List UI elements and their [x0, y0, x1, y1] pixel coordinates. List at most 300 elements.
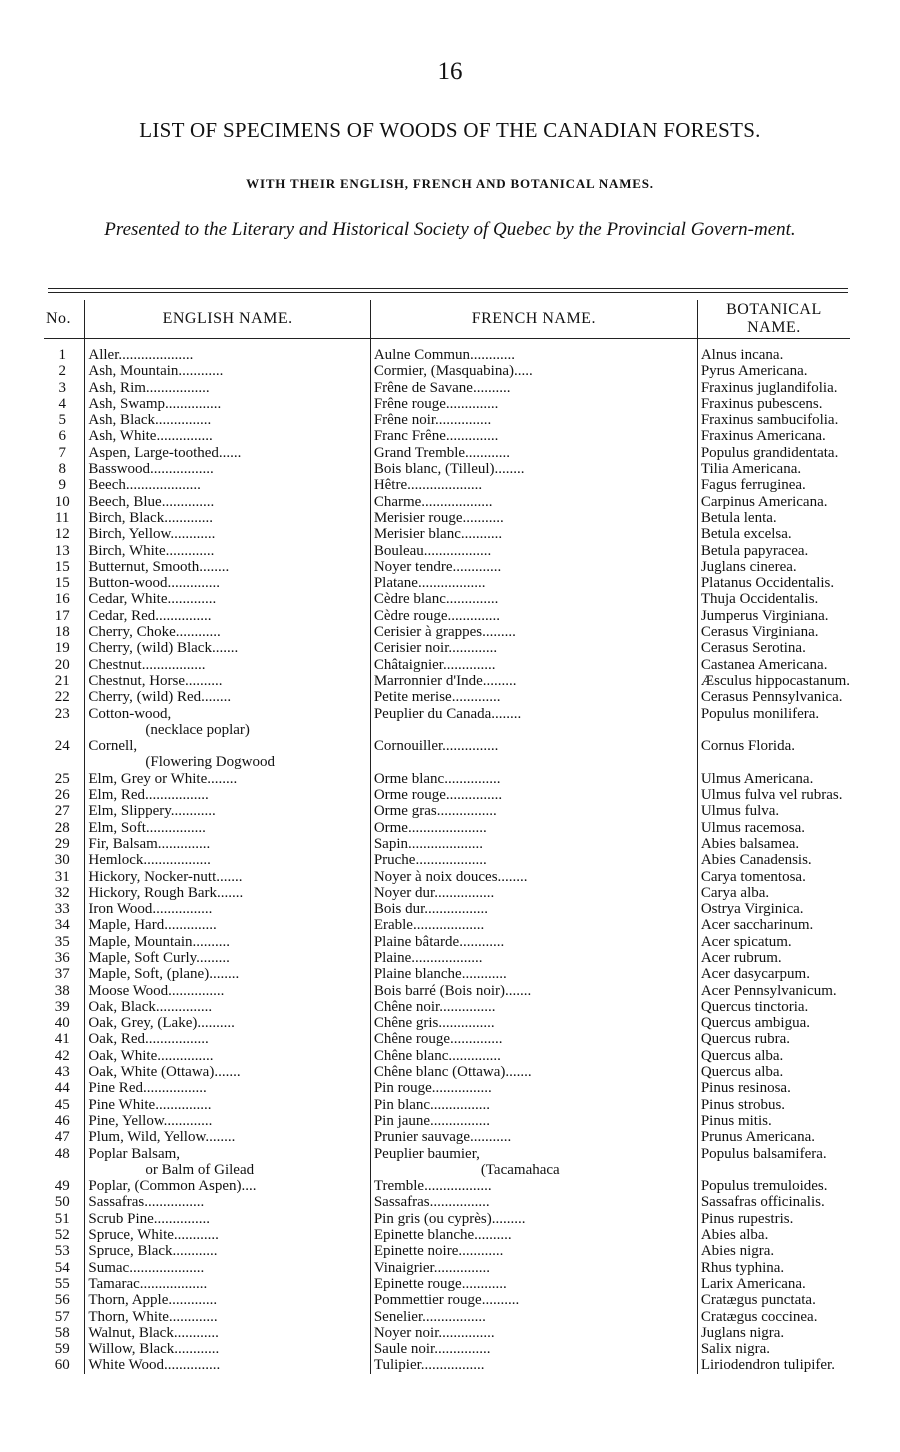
- french-name-cell: Vinaigrier...............: [370, 1260, 697, 1276]
- botanical-name-cell: Prunus Americana.: [697, 1129, 850, 1145]
- row-number: 58: [54, 1324, 70, 1341]
- english-name-cell: Sumac....................: [85, 1260, 370, 1276]
- french-name-cell: Tulipier.................: [370, 1357, 697, 1373]
- english-name-cell: Iron Wood................: [85, 901, 370, 917]
- row-number: [44, 722, 85, 738]
- french-name-cell: Senelier.................: [370, 1309, 697, 1325]
- english-name-cell: Chestnut.................: [85, 657, 370, 673]
- french-name-cell: Cèdre rouge..............: [370, 608, 697, 624]
- table-row: [44, 1113, 850, 1129]
- botanical-name-cell: Ulmus Americana.: [697, 771, 850, 787]
- english-name-cell: Cotton-wood,: [85, 706, 370, 722]
- table-row: [44, 657, 850, 673]
- table-row: [44, 966, 850, 982]
- row-number: 4: [58, 395, 66, 412]
- french-name-cell: [370, 754, 697, 770]
- row-number: 33: [54, 901, 70, 918]
- header-no: No.: [46, 310, 72, 327]
- english-name-cell: Elm, Grey or White........: [85, 771, 370, 787]
- row-number: 22: [54, 689, 70, 706]
- english-name-cell: Poplar Balsam,: [85, 1146, 370, 1162]
- french-name-cell: Cerisier noir.............: [370, 640, 697, 656]
- table-row: [44, 1357, 850, 1373]
- table-row: [44, 983, 850, 999]
- botanical-name-cell: Æsculus hippocastanum.: [697, 673, 850, 689]
- french-name-cell: Merisier blanc...........: [370, 526, 697, 542]
- row-number: 18: [54, 624, 70, 641]
- french-name-cell: Sapin....................: [370, 836, 697, 852]
- english-name-cell: Spruce, White............: [85, 1227, 370, 1243]
- row-number: 40: [54, 1015, 70, 1032]
- botanical-name-cell: Fraxinus juglandifolia.: [697, 380, 850, 396]
- table-row: [44, 428, 850, 444]
- botanical-name-cell: Quercus tinctoria.: [697, 999, 850, 1015]
- english-name-cell: Elm, Red.................: [85, 787, 370, 803]
- english-name-cell: Sassafras................: [85, 1194, 370, 1210]
- table-row: [44, 1064, 850, 1080]
- french-name-cell: Noyer tendre.............: [370, 559, 697, 575]
- french-name-cell: Châtaignier..............: [370, 657, 697, 673]
- botanical-name-cell: Betula papyracea.: [697, 543, 850, 559]
- table-row: [44, 1260, 850, 1276]
- french-name-cell: Chêne blanc..............: [370, 1048, 697, 1064]
- row-number: 1: [58, 347, 66, 363]
- botanical-name-cell: Tilia Americana.: [697, 461, 850, 477]
- english-name-cell: Maple, Soft Curly.........: [85, 950, 370, 966]
- botanical-name-cell: Cratægus coccinea.: [697, 1309, 850, 1325]
- botanical-name-cell: Betula lenta.: [697, 510, 850, 526]
- table-row: [44, 820, 850, 836]
- botanical-name-cell: Ulmus fulva.: [697, 803, 850, 819]
- botanical-name-cell: Platanus Occidentalis.: [697, 575, 850, 591]
- french-name-cell: Peuplier baumier,: [370, 1146, 697, 1162]
- french-name-cell: Pin blanc................: [370, 1097, 697, 1113]
- table-row: [44, 575, 850, 591]
- french-name-cell: Charme...................: [370, 494, 697, 510]
- botanical-name-cell: Carya alba.: [697, 885, 850, 901]
- table-row: [44, 591, 850, 607]
- english-name-cell: Birch, White.............: [85, 543, 370, 559]
- english-name-cell: Oak, Grey, (Lake)..........: [85, 1015, 370, 1031]
- row-number: 47: [54, 1129, 70, 1146]
- table-row: [44, 559, 850, 575]
- english-name-cell: Poplar, (Common Aspen)....: [85, 1178, 370, 1194]
- botanical-name-cell: Ulmus fulva vel rubras.: [697, 787, 850, 803]
- french-name-cell: Plaine bâtarde............: [370, 934, 697, 950]
- english-name-cell: Aller....................: [85, 339, 370, 364]
- english-name-cell: Maple, Hard..............: [85, 917, 370, 933]
- table-row: [44, 836, 850, 852]
- french-name-cell: Platane..................: [370, 575, 697, 591]
- english-name-cell: Hemlock..................: [85, 852, 370, 868]
- french-name-cell: Noyer dur................: [370, 885, 697, 901]
- english-name-cell: Maple, Mountain..........: [85, 934, 370, 950]
- botanical-name-cell: Fraxinus Americana.: [697, 428, 850, 444]
- botanical-name-cell: Pinus rupestris.: [697, 1211, 850, 1227]
- botanical-name-cell: Cerasus Virginiana.: [697, 624, 850, 640]
- row-number: 11: [54, 509, 70, 526]
- botanical-name-cell: Quercus ambigua.: [697, 1015, 850, 1031]
- row-number: 34: [54, 917, 70, 934]
- french-name-cell: Sassafras................: [370, 1194, 697, 1210]
- table-row: [44, 640, 850, 656]
- french-name-cell: Chêne rouge..............: [370, 1031, 697, 1047]
- english-name-cell: Elm, Soft................: [85, 820, 370, 836]
- table-row: [44, 787, 850, 803]
- english-name-cell: Oak, Red.................: [85, 1031, 370, 1047]
- table-row: [44, 445, 850, 461]
- french-name-cell: Bois blanc, (Tilleul)........: [370, 461, 697, 477]
- botanical-name-cell: Abies balsamea.: [697, 836, 850, 852]
- botanical-name-cell: Abies nigra.: [697, 1243, 850, 1259]
- row-number: 50: [54, 1194, 70, 1211]
- botanical-name-cell: Liriodendron tulipifer.: [697, 1357, 850, 1373]
- table-row: [44, 1292, 850, 1308]
- table-row: [44, 885, 850, 901]
- french-name-cell: Merisier rouge...........: [370, 510, 697, 526]
- table-row: [44, 1194, 850, 1210]
- english-name-cell: Cedar, Red...............: [85, 608, 370, 624]
- french-name-cell: Frêne rouge..............: [370, 396, 697, 412]
- header-botanical: BOTANICAL NAME.: [697, 300, 850, 339]
- french-name-cell: Noyer à noix douces........: [370, 869, 697, 885]
- french-name-cell: Cèdre blanc..............: [370, 591, 697, 607]
- row-number: 3: [58, 379, 66, 396]
- row-number: 5: [58, 412, 66, 429]
- french-name-cell: Hêtre....................: [370, 477, 697, 493]
- english-name-cell: Oak, White...............: [85, 1048, 370, 1064]
- row-number: 55: [54, 1275, 70, 1292]
- french-name-cell: [370, 722, 697, 738]
- table-row: [44, 1097, 850, 1113]
- row-number: 44: [54, 1080, 70, 1097]
- table-row: [44, 722, 850, 738]
- double-rule-bottom: [48, 292, 848, 293]
- english-name-cell: Cornell,: [85, 738, 370, 754]
- table-row: [44, 624, 850, 640]
- table-row: [44, 917, 850, 933]
- botanical-name-cell: Pinus mitis.: [697, 1113, 850, 1129]
- french-name-cell: Frêne de Savane..........: [370, 380, 697, 396]
- botanical-name-cell: Populus monilifera.: [697, 706, 850, 722]
- table-body: [44, 339, 850, 1374]
- row-number: 60: [54, 1357, 70, 1374]
- english-name-cell: Beech....................: [85, 477, 370, 493]
- botanical-name-cell: Cerasus Serotina.: [697, 640, 850, 656]
- table-row: [44, 1048, 850, 1064]
- english-name-cell: Willow, Black............: [85, 1341, 370, 1357]
- french-name-cell: Chêne blanc (Ottawa).......: [370, 1064, 697, 1080]
- english-name-cell: Ash, Mountain............: [85, 363, 370, 379]
- page-title: LIST OF SPECIMENS OF WOODS OF THE CANADIAN FORESTS.: [139, 118, 761, 142]
- english-name-cell: Pine, Yellow.............: [85, 1113, 370, 1129]
- english-name-cell: Birch, Yellow............: [85, 526, 370, 542]
- table-row: [44, 412, 850, 428]
- row-number: 21: [54, 672, 70, 689]
- botanical-name-cell: Acer spicatum.: [697, 934, 850, 950]
- row-number: 8: [58, 461, 66, 478]
- botanical-name-cell: Salix nigra.: [697, 1341, 850, 1357]
- table-row: [44, 1227, 850, 1243]
- row-number: 49: [54, 1178, 70, 1195]
- botanical-name-cell: Cerasus Pennsylvanica.: [697, 689, 850, 705]
- botanical-name-cell: Pinus resinosa.: [697, 1080, 850, 1096]
- english-name-cell: Plum, Wild, Yellow........: [85, 1129, 370, 1145]
- botanical-name-cell: Alnus incana.: [697, 339, 850, 364]
- english-name-cell: Oak, Black...............: [85, 999, 370, 1015]
- french-name-cell: Epinette blanche..........: [370, 1227, 697, 1243]
- row-number: 30: [54, 852, 70, 869]
- botanical-name-cell: Thuja Occidentalis.: [697, 591, 850, 607]
- page-number: 16: [437, 58, 463, 85]
- botanical-name-cell: Fraxinus sambucifolia.: [697, 412, 850, 428]
- botanical-name-cell: Juglans cinerea.: [697, 559, 850, 575]
- table-row: [44, 1211, 850, 1227]
- english-name-cell: Scrub Pine...............: [85, 1211, 370, 1227]
- english-name-cell: Ash, Swamp...............: [85, 396, 370, 412]
- french-name-cell: Bouleau..................: [370, 543, 697, 559]
- row-number: 13: [54, 542, 70, 559]
- table-row: [44, 526, 850, 542]
- table-row: [44, 1129, 850, 1145]
- row-number: 15: [54, 575, 70, 592]
- english-name-cell: (necklace poplar): [85, 722, 370, 738]
- subtitle: WITH THEIR ENGLISH, FRENCH AND BOTANICAL NAMES.: [246, 176, 654, 191]
- row-number: 57: [54, 1308, 70, 1325]
- row-number: 37: [54, 966, 70, 983]
- row-number: 48: [54, 1145, 70, 1162]
- botanical-name-cell: Quercus rubra.: [697, 1031, 850, 1047]
- botanical-name-cell: [697, 1162, 850, 1178]
- table-row: [44, 1178, 850, 1194]
- table-row: [44, 706, 850, 722]
- english-name-cell: Thorn, Apple.............: [85, 1292, 370, 1308]
- row-number: 25: [54, 770, 70, 787]
- botanical-name-cell: Populus grandidentata.: [697, 445, 850, 461]
- row-number: 53: [54, 1243, 70, 1260]
- french-name-cell: Epinette rouge............: [370, 1276, 697, 1292]
- row-number: 20: [54, 656, 70, 673]
- english-name-cell: Thorn, White.............: [85, 1309, 370, 1325]
- table-row: [44, 852, 850, 868]
- row-number: 2: [58, 363, 66, 380]
- row-number: 31: [54, 868, 70, 885]
- french-name-cell: Pin jaune................: [370, 1113, 697, 1129]
- row-number: 36: [54, 949, 70, 966]
- french-name-cell: Saule noir...............: [370, 1341, 697, 1357]
- french-name-cell: Tremble..................: [370, 1178, 697, 1194]
- french-name-cell: Erable...................: [370, 917, 697, 933]
- row-number: 45: [54, 1096, 70, 1113]
- row-number: 59: [54, 1341, 70, 1358]
- french-name-cell: Peuplier du Canada........: [370, 706, 697, 722]
- french-name-cell: Pin gris (ou cyprès).........: [370, 1211, 697, 1227]
- french-name-cell: Pin rouge................: [370, 1080, 697, 1096]
- row-number: 7: [58, 444, 66, 461]
- botanical-name-cell: Betula excelsa.: [697, 526, 850, 542]
- botanical-name-cell: Pinus strobus.: [697, 1097, 850, 1113]
- table-row: [44, 771, 850, 787]
- row-number: 17: [54, 607, 70, 624]
- row-number: 56: [54, 1292, 70, 1309]
- row-number: 19: [54, 640, 70, 657]
- table-row: [44, 934, 850, 950]
- table-row: [44, 510, 850, 526]
- french-name-cell: Plaine...................: [370, 950, 697, 966]
- row-number: 28: [54, 819, 70, 836]
- french-name-cell: Chêne gris...............: [370, 1015, 697, 1031]
- french-name-cell: Frêne noir...............: [370, 412, 697, 428]
- french-name-cell: Grand Tremble............: [370, 445, 697, 461]
- table-row: [44, 738, 850, 754]
- table-row: [44, 999, 850, 1015]
- botanical-name-cell: Quercus alba.: [697, 1064, 850, 1080]
- row-number: [44, 754, 85, 770]
- row-number: 24: [54, 738, 70, 755]
- table-row: [44, 1031, 850, 1047]
- french-name-cell: Pommettier rouge..........: [370, 1292, 697, 1308]
- french-name-cell: Cormier, (Masquabina).....: [370, 363, 697, 379]
- table-row: [44, 1243, 850, 1259]
- french-name-cell: Franc Frêne..............: [370, 428, 697, 444]
- row-number: 32: [54, 884, 70, 901]
- botanical-name-cell: Acer Pennsylvanicum.: [697, 983, 850, 999]
- french-name-cell: Noyer noir...............: [370, 1325, 697, 1341]
- french-name-cell: Prunier sauvage...........: [370, 1129, 697, 1145]
- english-name-cell: Tamarac..................: [85, 1276, 370, 1292]
- table-row: [44, 754, 850, 770]
- botanical-name-cell: Fraxinus pubescens.: [697, 396, 850, 412]
- table-row: [44, 1309, 850, 1325]
- french-name-cell: Plaine blanche............: [370, 966, 697, 982]
- row-number: 29: [54, 835, 70, 852]
- botanical-name-cell: Jumperus Virginiana.: [697, 608, 850, 624]
- english-name-cell: Butternut, Smooth........: [85, 559, 370, 575]
- presented-note: Presented to the Literary and Historical Society of Quebec by the Provincial Govern-ment.: [104, 219, 796, 240]
- english-name-cell: Ash, Black...............: [85, 412, 370, 428]
- english-name-cell: Button-wood..............: [85, 575, 370, 591]
- row-number: 27: [54, 803, 70, 820]
- botanical-name-cell: Fagus ferruginea.: [697, 477, 850, 493]
- french-name-cell: Aulne Commun............: [370, 339, 697, 364]
- table-row: [44, 494, 850, 510]
- botanical-name-cell: Ostrya Virginica.: [697, 901, 850, 917]
- botanical-name-cell: Abies alba.: [697, 1227, 850, 1243]
- row-number: 10: [54, 493, 70, 510]
- french-name-cell: Chêne noir...............: [370, 999, 697, 1015]
- english-name-cell: Cherry, (wild) Red........: [85, 689, 370, 705]
- french-name-cell: Cerisier à grappes.........: [370, 624, 697, 640]
- header-french: FRENCH NAME.: [370, 300, 697, 339]
- table-row: [44, 1325, 850, 1341]
- table-row: [44, 1276, 850, 1292]
- table-header-row: [44, 300, 850, 339]
- table-row: [44, 803, 850, 819]
- french-name-cell: (Tacamahaca: [370, 1162, 697, 1178]
- english-name-cell: Chestnut, Horse..........: [85, 673, 370, 689]
- header-english: ENGLISH NAME.: [85, 300, 370, 339]
- english-name-cell: or Balm of Gilead: [85, 1162, 370, 1178]
- english-name-cell: Cherry, Choke............: [85, 624, 370, 640]
- row-number: 43: [54, 1064, 70, 1081]
- botanical-name-cell: Populus balsamifera.: [697, 1146, 850, 1162]
- table-row: [44, 396, 850, 412]
- table-row: [44, 901, 850, 917]
- english-name-cell: Walnut, Black............: [85, 1325, 370, 1341]
- row-number: 51: [54, 1210, 70, 1227]
- table-row: [44, 477, 850, 493]
- botanical-name-cell: Pyrus Americana.: [697, 363, 850, 379]
- english-name-cell: White Wood...............: [85, 1357, 370, 1373]
- row-number: 16: [54, 591, 70, 608]
- table-row: [44, 1341, 850, 1357]
- botanical-name-cell: Juglans nigra.: [697, 1325, 850, 1341]
- french-name-cell: Orme gras................: [370, 803, 697, 819]
- table-row: [44, 950, 850, 966]
- english-name-cell: Fir, Balsam..............: [85, 836, 370, 852]
- english-name-cell: Ash, White...............: [85, 428, 370, 444]
- row-number: 54: [54, 1259, 70, 1276]
- row-number: 26: [54, 787, 70, 804]
- table-row: [44, 461, 850, 477]
- botanical-name-cell: Quercus alba.: [697, 1048, 850, 1064]
- table-row: [44, 608, 850, 624]
- row-number: 38: [54, 982, 70, 999]
- botanical-name-cell: Populus tremuloides.: [697, 1178, 850, 1194]
- english-name-cell: Hickory, Rough Bark.......: [85, 885, 370, 901]
- english-name-cell: Cherry, (wild) Black.......: [85, 640, 370, 656]
- english-name-cell: Basswood.................: [85, 461, 370, 477]
- row-number: 46: [54, 1112, 70, 1129]
- botanical-name-cell: Ulmus racemosa.: [697, 820, 850, 836]
- english-name-cell: Pine Red.................: [85, 1080, 370, 1096]
- english-name-cell: Pine White...............: [85, 1097, 370, 1113]
- row-number: 35: [54, 933, 70, 950]
- french-name-cell: Petite merise.............: [370, 689, 697, 705]
- english-name-cell: Spruce, Black............: [85, 1243, 370, 1259]
- double-rule-top: [48, 288, 848, 289]
- botanical-name-cell: Larix Americana.: [697, 1276, 850, 1292]
- table-row: [44, 1146, 850, 1162]
- botanical-name-cell: Carya tomentosa.: [697, 869, 850, 885]
- french-name-cell: Bois barré (Bois noir).......: [370, 983, 697, 999]
- english-name-cell: Moose Wood...............: [85, 983, 370, 999]
- botanical-name-cell: [697, 722, 850, 738]
- table-row: [44, 869, 850, 885]
- row-number: 41: [54, 1031, 70, 1048]
- french-name-cell: Pruche...................: [370, 852, 697, 868]
- row-number: 39: [54, 998, 70, 1015]
- english-name-cell: Aspen, Large-toothed......: [85, 445, 370, 461]
- french-name-cell: Cornouiller...............: [370, 738, 697, 754]
- table-row: [44, 380, 850, 396]
- row-number: [44, 1162, 85, 1178]
- english-name-cell: Beech, Blue..............: [85, 494, 370, 510]
- french-name-cell: Orme.....................: [370, 820, 697, 836]
- table-row: [44, 689, 850, 705]
- row-number: 15: [54, 558, 70, 575]
- english-name-cell: Ash, Rim.................: [85, 380, 370, 396]
- english-name-cell: Elm, Slippery............: [85, 803, 370, 819]
- table-row: [44, 363, 850, 379]
- english-name-cell: Cedar, White.............: [85, 591, 370, 607]
- table-row: [44, 673, 850, 689]
- botanical-name-cell: Cratægus punctata.: [697, 1292, 850, 1308]
- french-name-cell: Bois dur.................: [370, 901, 697, 917]
- table-row: [44, 543, 850, 559]
- english-name-cell: Hickory, Nocker-nutt.......: [85, 869, 370, 885]
- botanical-name-cell: Acer dasycarpum.: [697, 966, 850, 982]
